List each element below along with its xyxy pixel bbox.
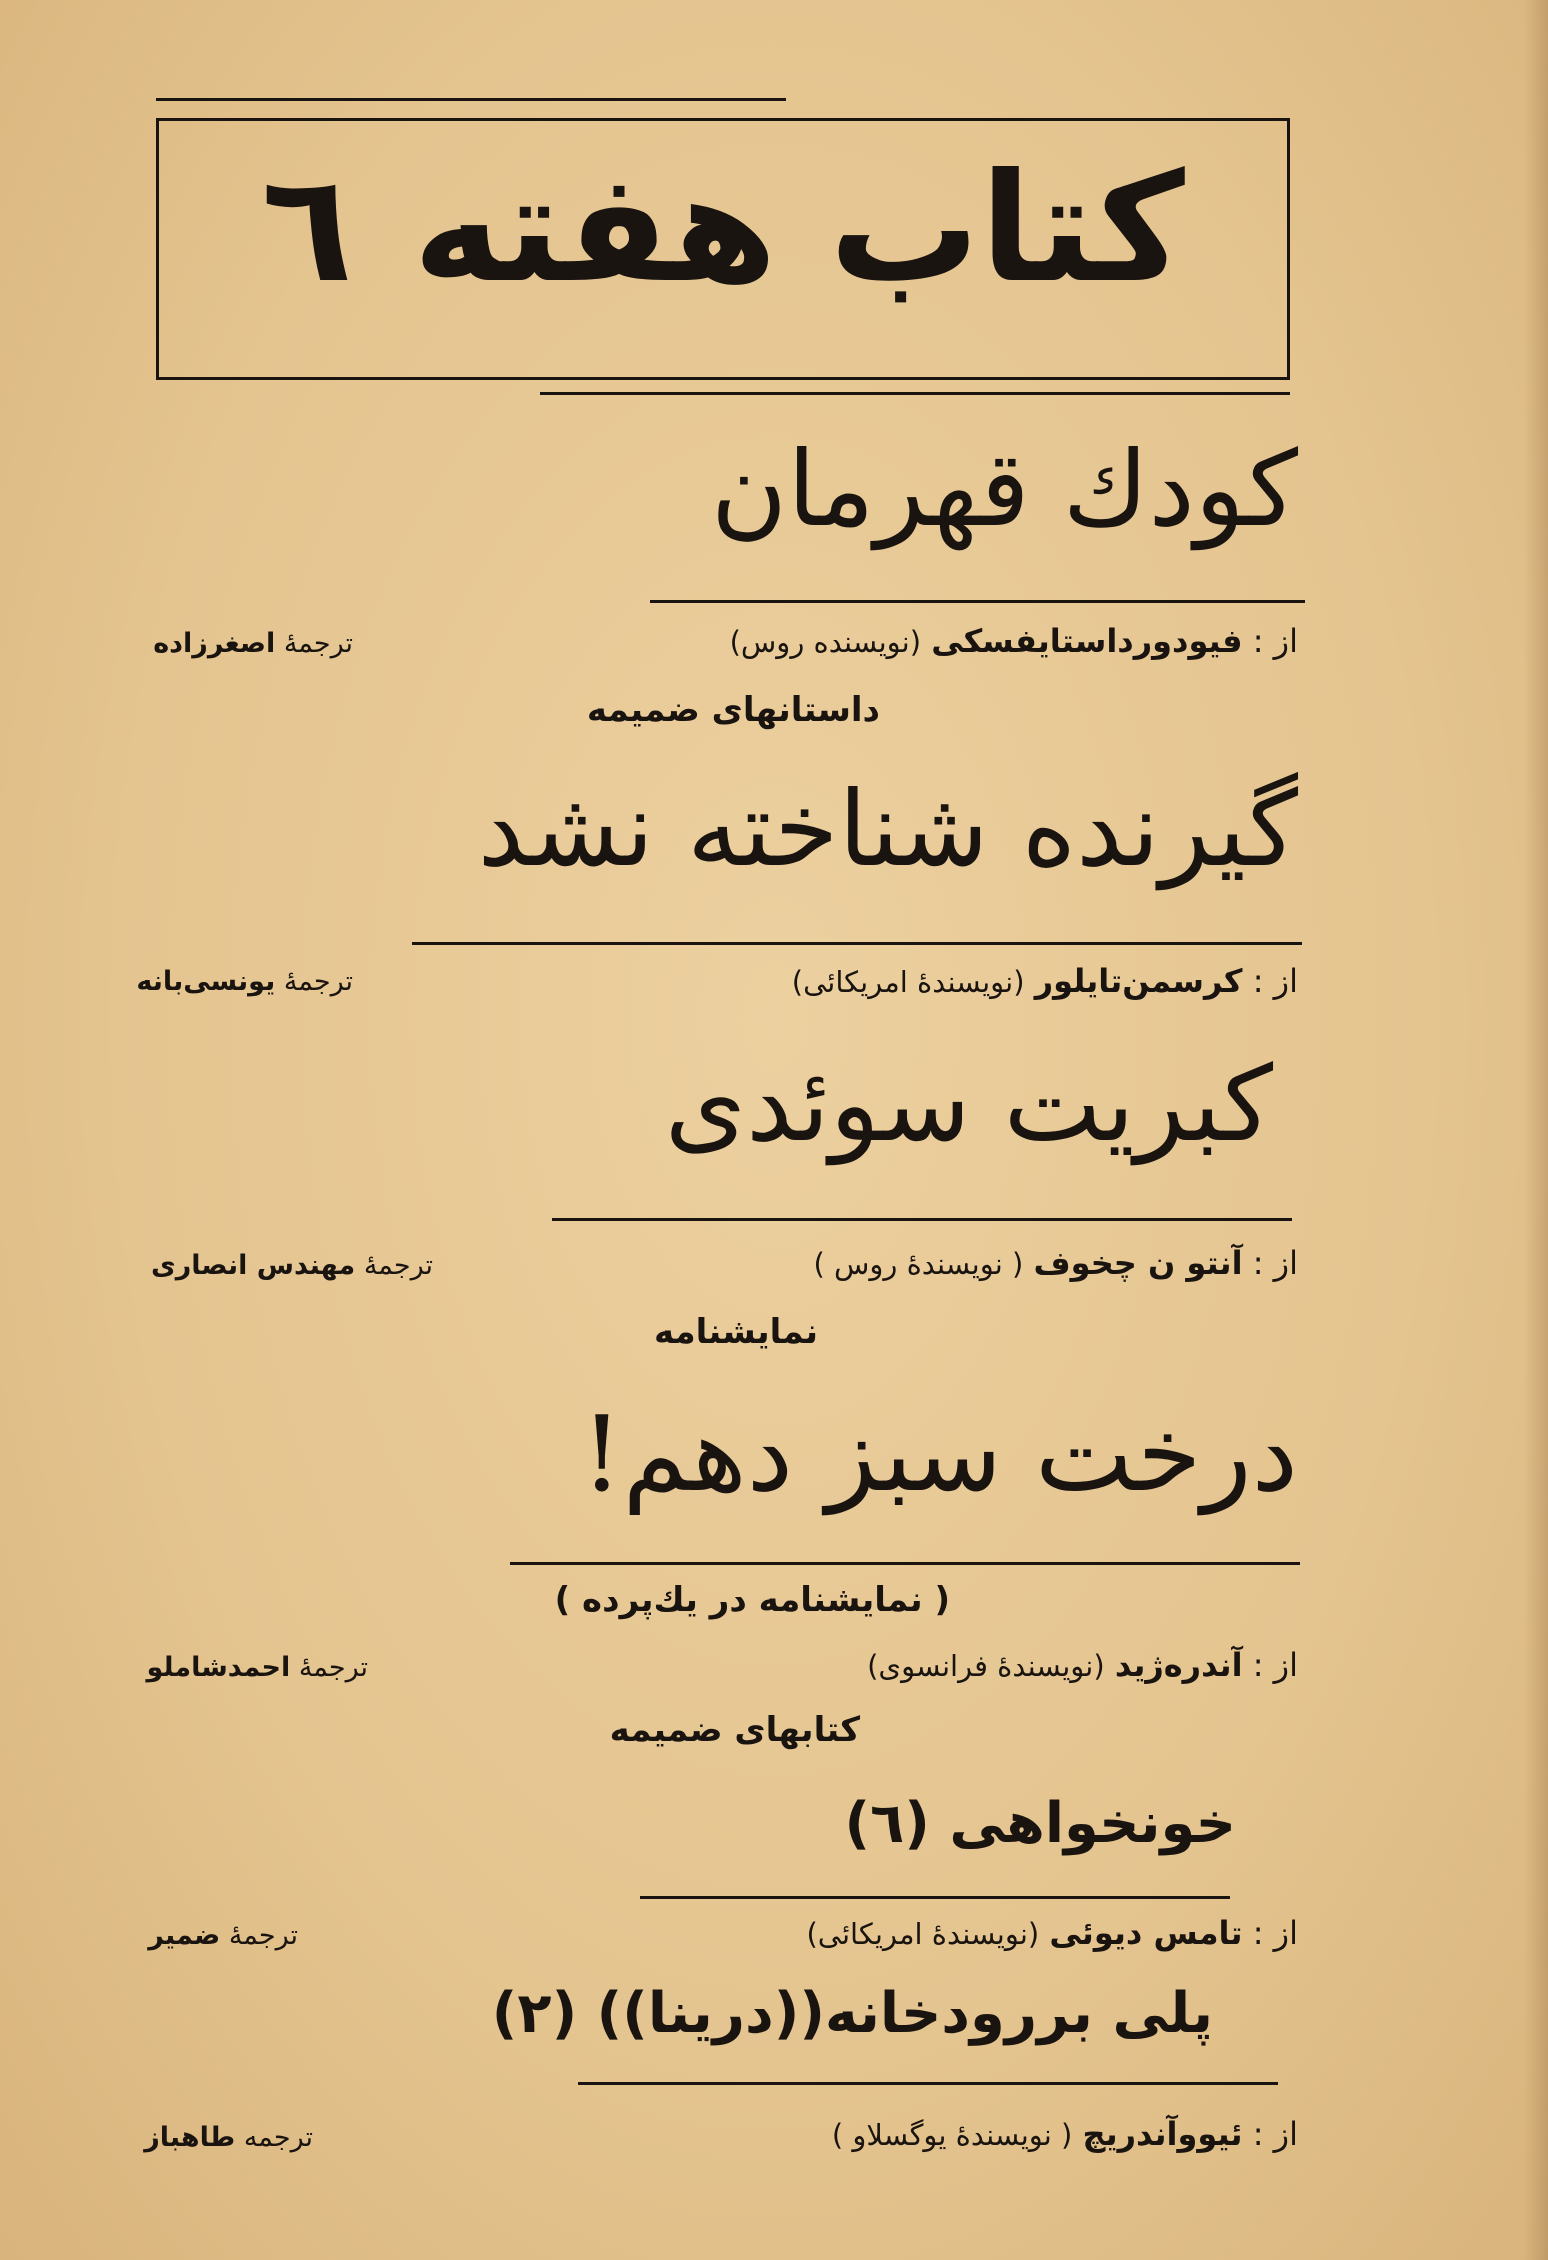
subhead-supplement-stories: داستانهای ضمیمه — [586, 690, 880, 730]
byline-3 — [813, 1244, 1298, 1282]
work-title-5: خونخواهی (٦) — [844, 1791, 1236, 1856]
from-label: از : — [1252, 2115, 1298, 2153]
author-origin: (نویسندهٔ امریکائی) — [791, 965, 1025, 999]
divider-4 — [510, 1562, 1300, 1565]
author-origin: (نویسندهٔ فرانسوی) — [867, 1649, 1105, 1683]
play-note: ( نمایشنامه در یك‌پرده ) — [554, 1580, 950, 1620]
author-name: کرسمن‌تایلور — [1034, 962, 1243, 1000]
header-title-text: کتاب هفته — [412, 142, 1185, 316]
translator-name: احمدشاملو — [146, 1652, 291, 1683]
translator-5 — [148, 1920, 298, 1952]
work-title-3: کبریت سوئدی — [664, 1043, 1273, 1165]
divider-6 — [578, 2082, 1278, 2085]
header-title — [159, 139, 1287, 319]
author-name: آنتو ن چخوف — [1033, 1244, 1243, 1282]
header-box — [156, 118, 1290, 380]
author-name: فیودورداستایفسکی — [931, 622, 1243, 660]
byline-4 — [867, 1646, 1298, 1684]
work-title-1: کودك قهرمان — [710, 428, 1298, 550]
author-origin: ( نویسندهٔ یوگسلاو ) — [831, 2118, 1073, 2152]
translator-label: ترجمه — [243, 2122, 313, 2153]
translator-name: یونسی‌بانه — [136, 966, 276, 997]
divider-3 — [552, 1218, 1292, 1221]
byline-6 — [832, 2115, 1298, 2153]
translator-name: مهندس انصاری — [150, 1250, 356, 1281]
author-name: تامس دیوئی — [1049, 1914, 1243, 1952]
translator-2 — [136, 966, 353, 998]
paper-edge — [1524, 0, 1548, 2260]
work-title-2: گیرنده شناخته نشد — [477, 768, 1298, 890]
translator-6 — [144, 2122, 313, 2154]
header-bottom-rule — [540, 392, 1290, 395]
translator-1 — [153, 628, 353, 660]
from-label: از : — [1252, 1646, 1298, 1684]
author-origin: (نویسندهٔ امریکائی) — [806, 1917, 1040, 1951]
author-origin: ( نویسندهٔ روس ) — [813, 1247, 1024, 1281]
from-label: از : — [1252, 1914, 1298, 1952]
translator-3 — [151, 1250, 433, 1282]
author-name: ئیووآندریچ — [1082, 2115, 1243, 2153]
translator-name: طاهباز — [144, 2122, 236, 2153]
translator-label: ترجمهٔ — [363, 1250, 433, 1281]
work-title-6: پلی بررودخانه((درینا)) (٢) — [491, 1981, 1213, 2046]
byline-2 — [792, 962, 1298, 1000]
translator-label: ترجمهٔ — [283, 966, 353, 997]
from-label: از : — [1252, 1244, 1298, 1282]
divider-1 — [650, 600, 1305, 603]
byline-1 — [730, 622, 1298, 660]
translator-4 — [146, 1652, 368, 1684]
divider-2 — [412, 942, 1302, 945]
subhead-play: نمایشنامه — [653, 1312, 818, 1352]
from-label: از : — [1252, 962, 1298, 1000]
author-name: آندره‌ژید — [1114, 1646, 1243, 1684]
translator-name: ضمیر — [148, 1920, 221, 1951]
header-top-rule — [156, 98, 786, 101]
author-origin: (نویسنده روس) — [729, 625, 922, 659]
translator-label: ترجمهٔ — [228, 1920, 298, 1951]
work-title-4: درخت سبز دهم! — [580, 1393, 1298, 1515]
issue-number: ٦ — [261, 142, 353, 316]
divider-5 — [640, 1896, 1230, 1899]
translator-label: ترجمهٔ — [298, 1652, 368, 1683]
translator-name: اصغرزاده — [153, 628, 276, 659]
from-label: از : — [1252, 622, 1298, 660]
translator-label: ترجمهٔ — [283, 628, 353, 659]
subhead-supplement-books: کتابهای ضمیمه — [609, 1710, 860, 1750]
byline-5 — [806, 1914, 1298, 1952]
